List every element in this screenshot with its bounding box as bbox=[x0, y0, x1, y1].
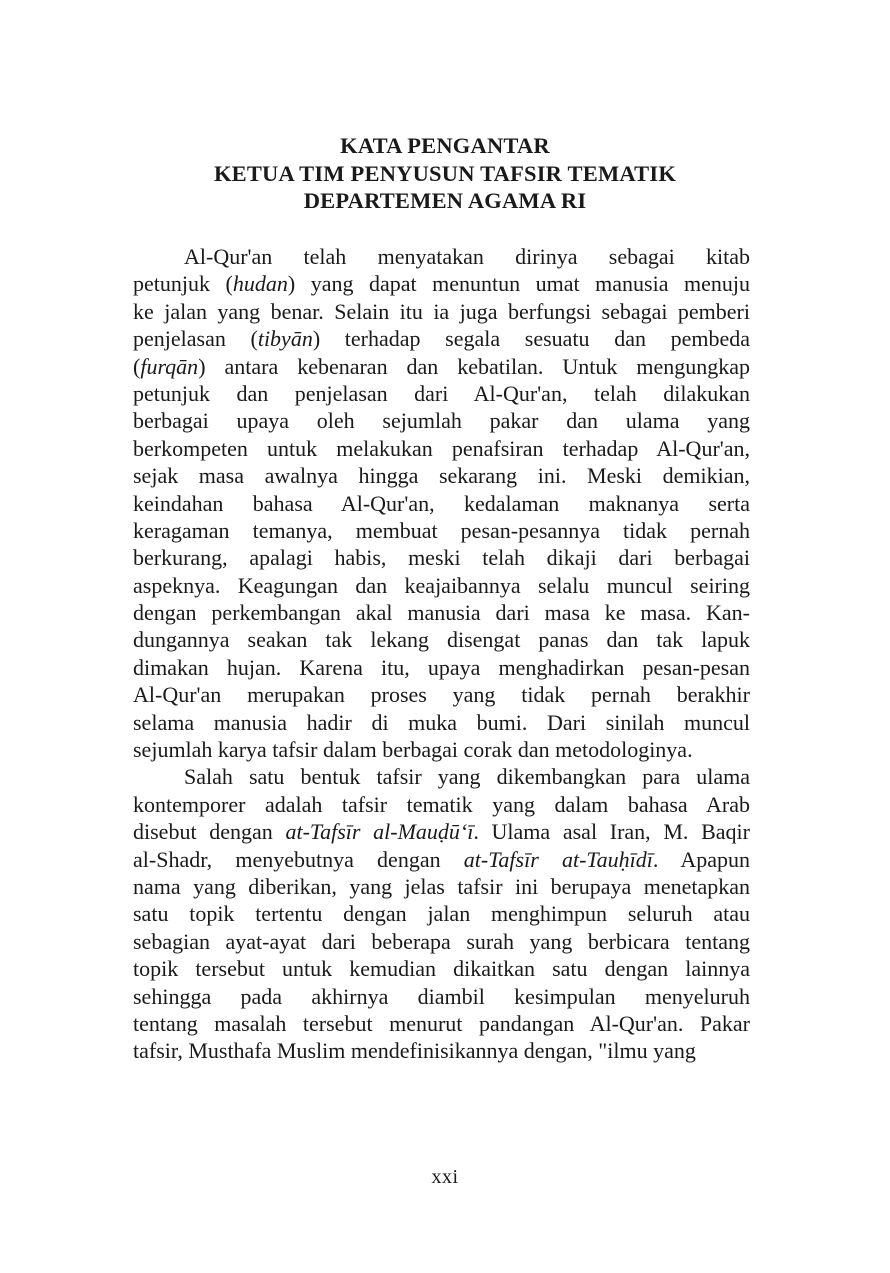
text-line bbox=[133, 818, 750, 845]
italic-term: at-Tafsīr al-Mauḍū‘ī bbox=[285, 819, 474, 845]
text-segment: petunjuk dan penjelasan dari Al-Qur'an, telah dilakukan bbox=[133, 380, 750, 406]
text-segment: dengan perkembangan akal manusia dari masa ke masa. Kan- bbox=[133, 600, 750, 626]
text-segment: tafsir, Musthafa Muslim mendefinisikannya dengan, "ilmu yang bbox=[133, 1038, 696, 1064]
text-line bbox=[133, 270, 750, 297]
text-segment: topik tersebut untuk kemudian dikaitkan satu dengan lainnya bbox=[133, 956, 750, 982]
text-segment: tentang masalah tersebut menurut pandangan Al-Qur'an. Pakar bbox=[133, 1010, 750, 1036]
text-line bbox=[133, 407, 750, 434]
paragraph-1 bbox=[133, 243, 750, 763]
title-line-2: KETUA TIM PENYUSUN TAFSIR TEMATIK bbox=[213, 160, 677, 186]
text-segment: berbagai upaya oleh sejumlah pakar dan ulama yang bbox=[133, 408, 750, 434]
text-line bbox=[133, 654, 750, 681]
body-text bbox=[133, 243, 750, 1065]
text-segment: berkompeten untuk melakukan penafsiran terhadap Al-Qur'an, bbox=[133, 435, 750, 461]
text-segment: satu topik tertentu dengan jalan menghimpun seluruh atau bbox=[133, 901, 750, 927]
text-segment: nama yang diberikan, yang jelas tafsir ini berupaya menetapkan bbox=[133, 873, 750, 899]
text-segment: ) antara kebenaran dan kebatilan. Untuk mengungkap bbox=[198, 353, 750, 379]
text-segment: dimakan hujan. Karena itu, upaya menghadirkan pesan-pesan bbox=[133, 654, 750, 680]
text-line bbox=[133, 599, 750, 626]
text-line bbox=[133, 709, 750, 736]
text-line bbox=[133, 1037, 750, 1064]
text-segment: penjelasan ( bbox=[133, 326, 258, 352]
text-segment: dungannya seakan tak lekang disengat panas dan tak lapuk bbox=[133, 627, 750, 653]
text-line bbox=[133, 955, 750, 982]
text-line bbox=[133, 873, 750, 900]
text-line bbox=[133, 626, 750, 653]
text-segment: Al-Qur'an telah menyatakan dirinya sebagai kitab bbox=[184, 244, 750, 269]
italic-term: tibyān bbox=[257, 326, 313, 352]
text-line bbox=[133, 517, 750, 544]
text-segment: Al-Qur'an merupakan proses yang tidak pernah berakhir bbox=[133, 682, 750, 708]
text-segment: sejumlah karya tafsir dalam berbagai corak dan metodologinya. bbox=[133, 737, 693, 763]
text-line bbox=[133, 983, 750, 1010]
text-segment: . Ulama asal Iran, M. Baqir bbox=[473, 819, 750, 845]
text-line bbox=[133, 490, 750, 517]
text-segment: petunjuk ( bbox=[133, 271, 233, 297]
text-line bbox=[133, 325, 750, 352]
page-number: xxi bbox=[431, 1166, 459, 1188]
text-segment: Salah satu bentuk tafsir yang dikembangkan para ulama bbox=[184, 764, 750, 790]
text-line bbox=[133, 243, 750, 270]
text-segment: keragaman temanya, membuat pesan-pesannya tidak pernah bbox=[133, 517, 750, 543]
italic-term: furqān bbox=[140, 353, 199, 379]
text-segment: ) terhadap segala sesuatu dan pembeda bbox=[312, 326, 751, 352]
text-line bbox=[133, 298, 750, 325]
title-line-1: KATA PENGANTAR bbox=[340, 133, 550, 158]
text-segment: berkurang, apalagi habis, meski telah dikaji dari berbagai bbox=[133, 545, 750, 571]
text-line bbox=[133, 462, 750, 489]
page-title bbox=[0, 132, 890, 215]
text-line bbox=[133, 1010, 750, 1037]
text-line bbox=[133, 353, 750, 380]
text-line bbox=[133, 763, 750, 790]
text-line bbox=[133, 380, 750, 407]
paragraph-2 bbox=[133, 763, 750, 1064]
text-line bbox=[133, 900, 750, 927]
text-segment: kontemporer adalah tafsir tematik yang dalam bahasa Arab bbox=[133, 791, 750, 817]
text-segment: aspeknya. Keagungan dan keajaibannya selalu muncul seiring bbox=[133, 572, 750, 598]
text-line bbox=[133, 681, 750, 708]
text-segment: selama manusia hadir di muka bumi. Dari sinilah muncul bbox=[133, 709, 750, 735]
text-line bbox=[133, 544, 750, 571]
text-segment: sejak masa awalnya hingga sekarang ini. Meski demikian, bbox=[133, 463, 750, 489]
text-segment: disebut dengan bbox=[133, 819, 286, 845]
text-segment: ) yang dapat menuntun umat manusia menuju bbox=[287, 271, 750, 297]
text-line bbox=[133, 846, 750, 873]
text-line bbox=[133, 435, 750, 462]
text-segment: sebagian ayat-ayat dari beberapa surah yang berbicara tentang bbox=[133, 928, 750, 954]
text-segment: ( bbox=[133, 353, 141, 379]
text-segment: keindahan bahasa Al-Qur'an, kedalaman maknanya serta bbox=[133, 490, 750, 516]
text-segment: sehingga pada akhirnya diambil kesimpulan menyeluruh bbox=[133, 983, 750, 1009]
text-line bbox=[133, 736, 750, 763]
text-line bbox=[133, 791, 750, 818]
title-line-3: DEPARTEMEN AGAMA RI bbox=[303, 188, 587, 213]
text-segment: al-Shadr, menyebutnya dengan bbox=[133, 846, 464, 872]
italic-term: hudan bbox=[232, 271, 288, 297]
text-segment: . Apapun bbox=[652, 846, 750, 872]
text-line bbox=[133, 572, 750, 599]
text-line bbox=[133, 928, 750, 955]
italic-term: at-Tafsīr at-Tauḥīdī bbox=[463, 846, 653, 872]
text-segment: ke jalan yang benar. Selain itu ia juga berfungsi sebagai pemberi bbox=[133, 298, 750, 324]
